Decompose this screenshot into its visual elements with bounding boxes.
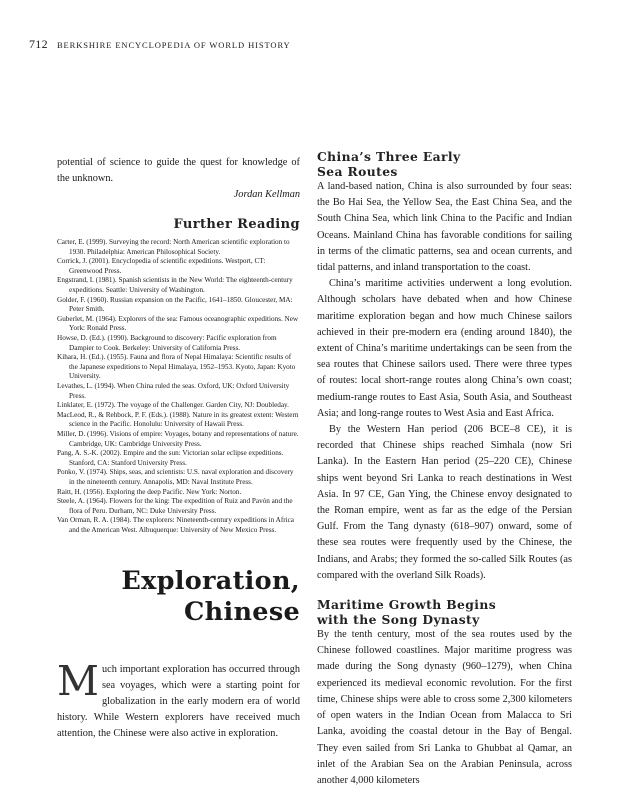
drop-cap: M [57,656,99,705]
reference-item: Raitt, H. (1956). Exploring the deep Pacific. New York: Norton. [57,487,242,496]
reference-item: Howse, D. (Ed.). (1990). Background to discovery: Pacific exploration from Dampier to Cook. Berkeley: University of California Press. [57,334,277,352]
left-column [57,155,300,743]
reference-item: Levathes, L. (1994). When China ruled the seas. Oxford, UK: Oxford University Press. [57,382,290,400]
running-head-title: BERKSHIRE ENCYCLOPEDIA OF WORLD HISTORY [56,40,291,50]
running-head [29,37,291,52]
section-heading-line: Sea Routes [317,163,398,179]
reference-item: Linklater, E. (1972). The voyage of the Challenger. Garden City, NJ: Doubleday. [57,401,289,410]
reference-item: Engstrand, I. (1981). Spanish scientists in the New World: The eighteenth-century expeditions. Seattle: University of Washington. [57,276,293,295]
body-paragraph: China’s maritime activities underwent a long evolution. Although scholars have debated when and how Chinese maritime exploration began and how much Chinese sailors achieved in their pre-modern era (ending around 1840), the extent of China’s maritime undertakings can be seen from the sea routes that Chinese sailors used. There were three types of routes: local short-range routes along China’s own coast; medium-range routes to East Asia, South Asia, and Southeast Asia; and long-range routes to West Asia and East Africa. [317,278,572,419]
reference-item: Carter, E. (1999). Surveying the record: North American scientific exploration to 1930. Philadelphia: American Philosophical Society. [57,238,290,256]
reference-item: Van Orman, R. A. (1984). The explorers: Nineteenth-century expeditions in Africa and the American West. Albuquerque: University of New Mexico Press. [57,516,294,534]
reference-item: Golder, F. (1960). Russian expansion on the Pacific, 1641–1850. Gloucester, MA: Peter Smith. [57,295,293,314]
reference-item: Guberlet, M. (1964). Explorers of the sea: Famous oceanographic expeditions. New York: Ronald Press. [57,314,299,333]
article-title-line-2: Chinese [184,596,300,627]
continued-paragraph: potential of science to guide the quest for knowledge of the unknown. [57,157,300,185]
section-heading-line: Maritime Growth Begins [317,597,497,613]
reference-item: Kihara, H. (Ed.). (1955). Fauna and flora of Nepal Himalaya: Scientific results of the Japanese expeditions to Nepal Himalaya, 1952–1953. Kyoto, Japan: Kyoto University. [57,353,296,381]
section-heading-maritime-growth [317,598,572,627]
further-reading-heading: Further Reading [173,216,300,232]
intro-text: uch important exploration has occurred through sea voyages, which were a starting point for globalization in the early modern era of world history. While Western explorers have received much attention, the Chinese were also active in exploration. [57,663,300,740]
author-byline: Jordan Kellman [233,189,300,201]
right-column [317,150,572,789]
reference-item: MacLeod, R., & Rehbock, P. F. (Eds.). (1988). Nature in its greatest extent: Western science in the Pacific. Honolulu: University of Hawaii Press. [57,410,299,429]
reference-item: Miller, D. (1996). Visions of empire: Voyages, botany and representations of nature. Cambridge, UK: Cambridge University Press. [57,429,299,448]
reference-item: Pang, A. S.-K. (2002). Empire and the sun: Victorian solar eclipse expeditions. Stanford, CA: Stanford University Press. [57,449,284,467]
section-heading-line: with the Song Dynasty [317,611,480,627]
reference-item: Steele, A. (1964). Flowers for the king: The expedition of Ruiz and Pavón and the flora of Peru. Durham, NC: Duke University Press. [57,497,293,515]
section-heading-three-early-sea-routes [317,150,572,179]
page-number: 712 [29,37,48,51]
article-title [57,566,300,628]
body-paragraph: By the tenth century, most of the sea routes used by the Chinese followed coastlines. Major maritime progress was made during the Song dynasty (960–1279), when China experienced its medieval economic revolution. For the first time, Chinese ships were able to cross some 2,300 kilometers of open waters in the Indian Ocean from Malacca to Sri Lanka, avoiding the coastal detour in the Bay of Bengal. They even sailed from Sri Lanka to Ghubbat al Qamar, an inlet of the Arabian Sea on the Arabian Peninsula, across another 4,000 kilometers [317,629,572,786]
reference-list [57,238,300,535]
body-paragraph: By the Western Han period (206 BCE–8 CE), it is recorded that Chinese ships reached Simhala (now Sri Lanka). In the Eastern Han period (25–220 CE), Chinese ships went beyond Sri Lanka to reach destinations in West Asia. In 97 CE, Gan Ying, the Chinese envoy designated to the Roman empire, went as far as the edge of the Persian Gulf. From the Tang dynasty (618–907) onward, some of these sea routes were frequently used by the Chinese, the Indians, and Arabs; they formed the so-called Silk Routes (as compared with the overland Silk Roads). [317,424,572,581]
intro-paragraph [57,656,300,743]
reference-item: Corrick, J. (2001). Encyclopedia of scientific expeditions. Westport, CT: Greenwood Press. [57,257,266,275]
body-paragraph: A land-based nation, China is also surrounded by four seas: the Bo Hai Sea, the Yellow Sea, the East China Sea, and the South China Sea, which link China to the Pacific and Indian Oceans. Mainland China has favorable conditions for sailing in terms of the climatic patterns, sea and ocean currents, and tidal patterns, and inland transportation to the coast. [317,181,572,274]
section-heading-line: China’s Three Early [317,149,461,164]
reference-item: Ponko, V. (1974). Ships, seas, and scientists: U.S. naval exploration and discovery in the nineteenth century. Annapolis, MD: Naval Institute Press. [57,468,294,486]
article-title-line-1: Exploration, [121,565,300,596]
